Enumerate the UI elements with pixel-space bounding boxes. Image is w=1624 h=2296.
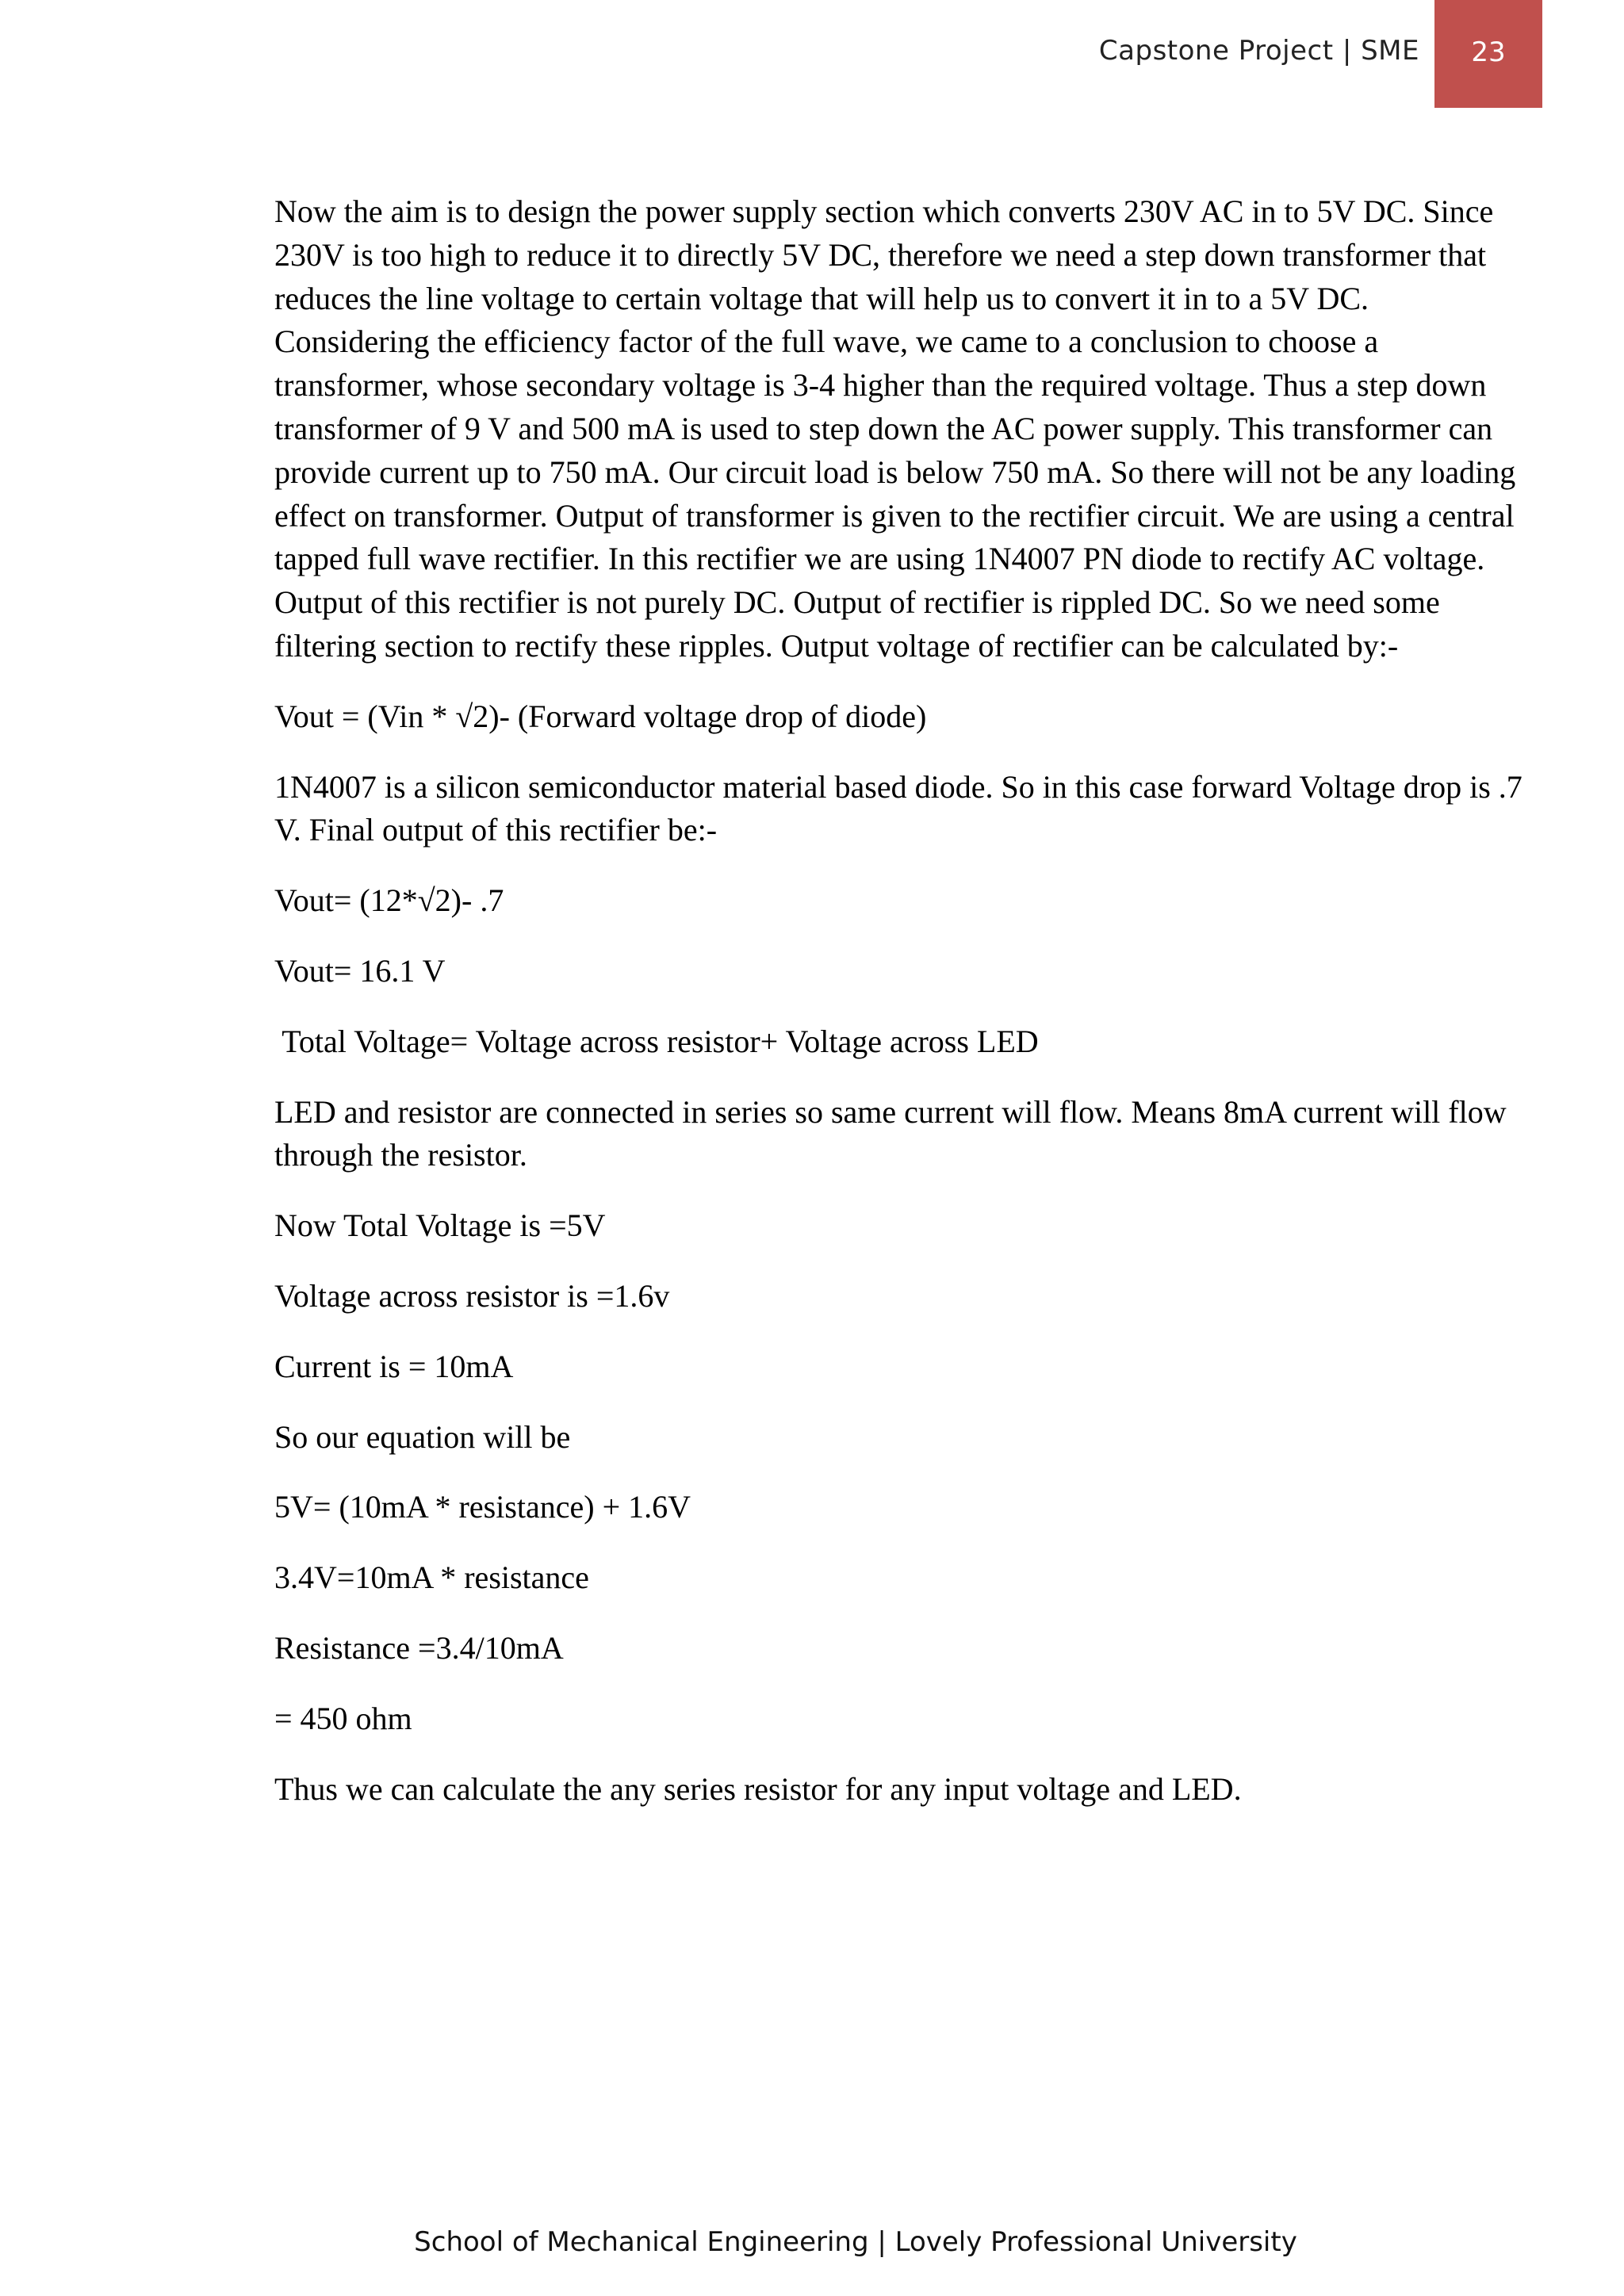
paragraph-equation-1: 5V= (10mA * resistance) + 1.6V [274, 1489, 691, 1525]
paragraph-diode-note: 1N4007 is a silicon semiconductor material based diode. So in this case forward Voltage drop is .7 V. Final output of this rectifier be:- [274, 768, 1522, 848]
paragraph-equation-intro: So our equation will be [274, 1418, 571, 1455]
paragraph-resistor-voltage: Voltage across resistor is =1.6v [274, 1277, 670, 1314]
paragraph-total-5v: Now Total Voltage is =5V [274, 1207, 606, 1244]
paragraph-vout-result: Vout= 16.1 V [274, 952, 446, 989]
paragraph-intro: Now the aim is to design the power supply section which converts 230V AC in to 5V DC. Since 230V is too high to reduce it to directly 5V DC, therefore we need a step down transformer that reduces the line voltage to certain voltage that will help us to convert it in to a 5V DC. Considering the efficiency factor of the full wave, we came to a conclusion to choose a transformer, whose secondary voltage is 3-4 higher than the required voltage. Thus a step down transformer of 9 V and 500 mA is used to step down the AC power supply. This transformer can provide current up to 750 mA. Our circuit load is below 750 mA. So there will not be any loading effect on transformer. Output of transformer is given to the rectifier circuit. We are using a central tapped full wave rectifier. In this rectifier we are using 1N4007 PN diode to rectify AC voltage. Output of this rectifier is not purely DC. Output of rectifier is rippled DC. So we need some filtering section to rectify these ripples. Output voltage of rectifier can be calculated by:- [274, 193, 1516, 664]
paragraph-conclusion: Thus we can calculate the any series resistor for any input voltage and LED. [274, 1770, 1242, 1807]
paragraph-vout-calc: Vout= (12*√2)- .7 [274, 882, 504, 919]
page-number-badge [1434, 0, 1542, 108]
paragraph-led-series: LED and resistor are connected in series so same current will flow. Means 8mA current will flow through the resistor. [274, 1093, 1507, 1173]
paragraph-vout-formula: Vout = (Vin * √2)- (Forward voltage drop of diode) [274, 698, 927, 734]
header-title: Capstone Project | SME [1098, 35, 1419, 67]
document-body [274, 190, 1527, 1838]
paragraph-total-voltage: Total Voltage= Voltage across resistor+ Voltage across LED [274, 1023, 1039, 1059]
paragraph-current: Current is = 10mA [274, 1348, 514, 1384]
page-number: 23 [1471, 36, 1506, 68]
paragraph-equation-3: Resistance =3.4/10mA [274, 1629, 564, 1666]
paragraph-equation-2: 3.4V=10mA * resistance [274, 1559, 589, 1596]
page-footer: School of Mechanical Engineering | Lovely Professional University [414, 2226, 1297, 2258]
paragraph-equation-result: = 450 ohm [274, 1700, 412, 1736]
